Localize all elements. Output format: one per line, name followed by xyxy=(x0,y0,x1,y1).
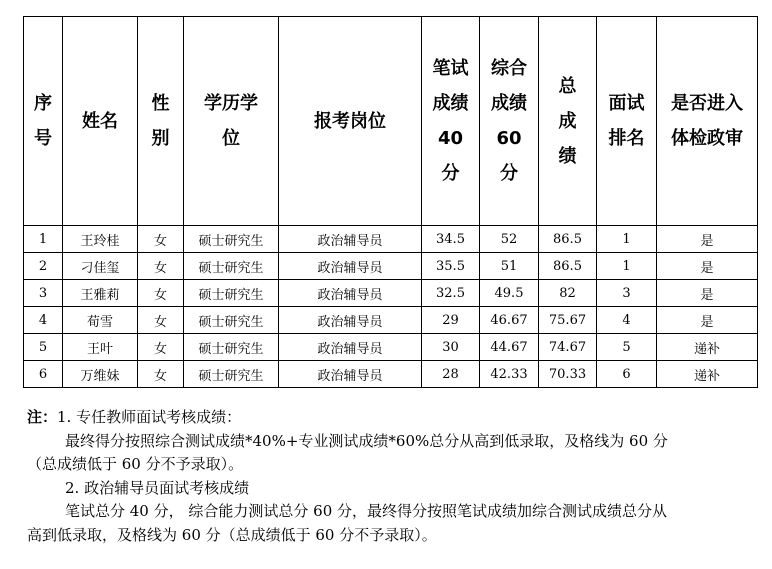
table-cell: 86.5 xyxy=(539,226,597,253)
header-row xyxy=(24,17,758,226)
table-cell: 刁佳玺 xyxy=(63,253,138,280)
table-cell: 王玲桂 xyxy=(63,226,138,253)
table-cell: 政治辅导员 xyxy=(279,361,422,388)
table-cell: 递补 xyxy=(657,334,758,361)
table-cell: 政治辅导员 xyxy=(279,226,422,253)
table-cell: 2 xyxy=(24,253,63,280)
note-2-body: 笔试总分 40 分， 综合能力测试总分 60 分，最终得分按照笔试成绩加综合测试成绩总分从 xyxy=(65,502,668,520)
table-cell: 硕士研究生 xyxy=(184,253,279,280)
table-cell: 70.33 xyxy=(539,361,597,388)
table-cell: 82 xyxy=(539,280,597,307)
table-cell: 荀雪 xyxy=(63,307,138,334)
table-cell: 1 xyxy=(24,226,63,253)
table-cell: 30 xyxy=(422,334,480,361)
table-cell: 4 xyxy=(24,307,63,334)
table-cell: 3 xyxy=(597,280,657,307)
note-2-title: 2. 政治辅导员面试考核成绩 xyxy=(65,478,250,497)
column-header: 综合 成绩 60 分 xyxy=(480,17,539,226)
column-header: 笔试 成绩 40 分 xyxy=(422,17,480,226)
column-header: 是否进入 体检政审 xyxy=(657,17,758,226)
table-cell: 74.67 xyxy=(539,334,597,361)
table-cell: 是 xyxy=(657,280,758,307)
results-table xyxy=(23,16,758,388)
notes xyxy=(27,406,762,547)
table-cell: 女 xyxy=(138,361,184,388)
table-cell: 硕士研究生 xyxy=(184,334,279,361)
table-cell: 4 xyxy=(597,307,657,334)
table-row xyxy=(24,280,758,307)
table-row xyxy=(24,226,758,253)
table-cell: 51 xyxy=(480,253,539,280)
table-cell: 递补 xyxy=(657,361,758,388)
table-row xyxy=(24,361,758,388)
column-header: 总 成 绩 xyxy=(539,17,597,226)
table-cell: 86.5 xyxy=(539,253,597,280)
table-cell: 硕士研究生 xyxy=(184,307,279,334)
note-2-body-cont: 高到低录取，及格线为 60 分（总成绩低于 60 分不予录取）。 xyxy=(27,525,437,544)
table-cell: 政治辅导员 xyxy=(279,307,422,334)
table-cell: 49.5 xyxy=(480,280,539,307)
table-cell: 女 xyxy=(138,334,184,361)
table-cell: 6 xyxy=(24,361,63,388)
table-cell: 政治辅导员 xyxy=(279,253,422,280)
notes-label: 注： xyxy=(27,408,58,426)
table-cell: 3 xyxy=(24,280,63,307)
column-header: 姓名 xyxy=(63,17,138,226)
table-cell: 硕士研究生 xyxy=(184,226,279,253)
column-header: 序 号 xyxy=(24,17,63,226)
column-header: 学历学 位 xyxy=(184,17,279,226)
table-cell: 1 xyxy=(597,253,657,280)
table-cell: 28 xyxy=(422,361,480,388)
table-cell: 75.67 xyxy=(539,307,597,334)
table-cell: 42.33 xyxy=(480,361,539,388)
table-row xyxy=(24,253,758,280)
note-1-body-cont: （总成绩低于 60 分不予录取）。 xyxy=(27,455,244,473)
table-cell: 硕士研究生 xyxy=(184,361,279,388)
table-cell: 是 xyxy=(657,253,758,280)
table-cell: 政治辅导员 xyxy=(279,280,422,307)
table-cell: 是 xyxy=(657,226,758,253)
table-row xyxy=(24,334,758,361)
table-cell: 王雅莉 xyxy=(63,280,138,307)
table-cell: 万维妹 xyxy=(63,361,138,388)
table-cell: 44.67 xyxy=(480,334,539,361)
table-cell: 5 xyxy=(24,334,63,361)
table-cell: 6 xyxy=(597,361,657,388)
table-cell: 女 xyxy=(138,280,184,307)
column-header: 性 别 xyxy=(138,17,184,226)
table-cell: 女 xyxy=(138,226,184,253)
table-cell: 王叶 xyxy=(63,334,138,361)
table-cell: 女 xyxy=(138,253,184,280)
note-1-body: 最终得分按照综合测试成绩*40%+专业测试成绩*60%总分从高到低录取，及格线为 60 分 xyxy=(65,431,668,450)
table-cell: 35.5 xyxy=(422,253,480,280)
table-row xyxy=(24,307,758,334)
table-cell: 是 xyxy=(657,307,758,334)
table-cell: 29 xyxy=(422,307,480,334)
column-header: 报考岗位 xyxy=(279,17,422,226)
table-cell: 52 xyxy=(480,226,539,253)
table-cell: 女 xyxy=(138,307,184,334)
table-cell: 32.5 xyxy=(422,280,480,307)
table-cell: 1 xyxy=(597,226,657,253)
column-header: 面试 排名 xyxy=(597,17,657,226)
note-1-title: 1. 专任教师面试考核成绩： xyxy=(57,408,242,426)
table-cell: 5 xyxy=(597,334,657,361)
table-cell: 46.67 xyxy=(480,307,539,334)
table-cell: 政治辅导员 xyxy=(279,334,422,361)
table-cell: 34.5 xyxy=(422,226,480,253)
table-cell: 硕士研究生 xyxy=(184,280,279,307)
